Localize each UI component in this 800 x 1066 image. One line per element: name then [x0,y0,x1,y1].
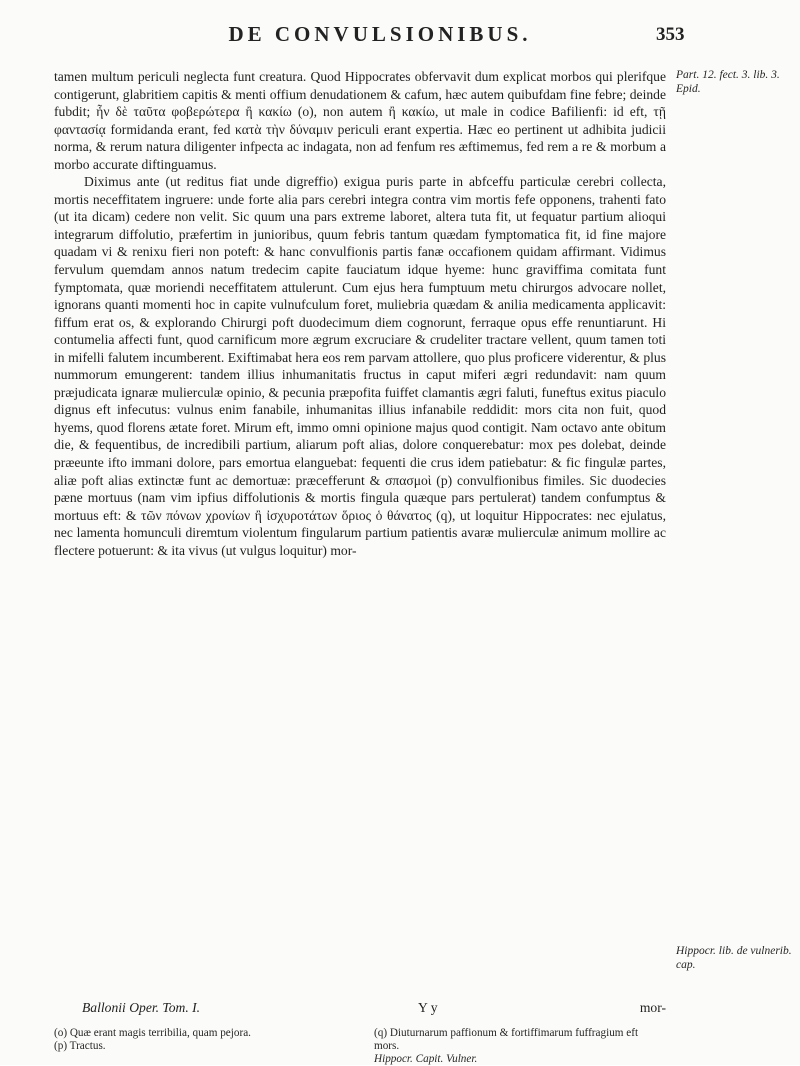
footnotes-left [54,1027,344,1053]
signature-left: Ballonii Oper. Tom. I. [82,1000,201,1015]
margin-note-reference-1: Part. 12. fect. 3. lib. 3. Epid. [676,69,780,95]
footnote-q: (q) Diuturnarum paffionum & fortiffimarum fuffragium eft mors. [374,1027,639,1052]
paragraph-1: tamen multum periculi neglecta funt creatura. Quod Hippocrates obfervavit dum explicat morbos qui plerifque contigerunt, glabritiem capitis & menti offium denudationem & cafum, hæc autem quibufdam fine febre; deinde fubdit; ἦν δὲ ταῦτα φοβερώτερα ἢ κακίω (o), non autem ἢ κακίω, ut male in codice Bafilienfi: id eft, τῇ φαντασίᾳ formidanda erant, fed κατὰ τὴν δύναμιν periculi erant expertia. Hæc eo pertinent ut adhibita judicii norma, & rerum natura diligenter infpecta ac indagata, non ad fenfum res æftimemus, fed rem a re & morbum a morbo accurate diftinguamus. [54,69,666,172]
footnotes [54,1027,666,1063]
catchword: mor- [639,1000,666,1015]
footnote-p: (p) Tractus. [54,1040,106,1052]
page-header [0,18,800,58]
footnote-o: (o) Quæ erant magis terribilia, quam pejora. [54,1027,251,1039]
footnote-q-source: Hippocr. Capit. Vulner. [374,1053,478,1065]
margin-note-reference-2: Hippocr. lib. de vulnerib. cap. [676,945,792,971]
footnotes-right [374,1027,664,1066]
running-title: DE CONVULSIONIBUS. [228,22,532,46]
signature-mark: Y y [418,1000,438,1015]
body-text [54,68,666,559]
page-number: 353 [656,24,685,45]
paragraph-2: Diximus ante (ut reditus fiat unde digreffio) exigua puris parte in abfceffu particulæ cerebri collecta, mortis neceffitatem ingruere: unde forte alia pars cerebri integra contra vim mortis fefe opponens, trahenti fato (ut ita dicam) cedere non velit. Sic quum una pars extreme laboret, altera tuta fit, ut fequatur partium alioqui integrarum diffolutio, præfertim in junioribus, quum febris tantum quædam fymptomatica fit, id fine majore quadam vi & renixu fieri non poteft: & hanc convulfionis partis fanæ occafionem quidam affirmant. Vidimus fervulum quemdam annos natum tredecim capite fauciatum idque hyeme: hunc graviffima comitata funt fymptomata, quæ moriendi neceffitatem attulerunt. Cum ejus hera fumptuum metu chirurgos advocare nollet, ignorans quanti momenti hoc in capite vulnufculum foret, muliebria quædam & anilia medicamenta applicavit: fiffum erat os, & explorando Chirurgi poft duodecimum diem cognorunt, ferraque opus effe renuntiarunt. Hi contumelia affecti funt, quod carnificum more ægrum excruciare & crudeliter tractare vellent, quum tamen toti in mifelli falutem incumberent. Exiftimabat hera eos rem parvam attollere, quo plus proficere viderentur, & plus nummorum emungerent: tandem illius inhumanitatis fructus in caput miferi ægri redundavit: nam quum præjudicata ignaræ mulierculæ opinio, & pecunia præpofita fuiffet clamantis ægri faluti, funeftus exitus piaculo dignus eft infecutus: vulnus enim fanabile, inhumanitas illius infanabile reddidit: mors cita non fuit, quod hyems, quod florens ætate foret. Mirum eft, immo omni opinione majus quod contigit. Nam octavo ante obitum die, & fequentibus, de incredibili partium, aliarum poft alias, dolore conquerebatur: mox pes dolebat, deinde præeunte ifto immani dolore, pars emortua elanguebat: fequenti die crus idem patiebatur: & fic fingulæ partes, aliæ poft alias extinctæ funt ac demortuæ: præcefferunt & σπασμοὶ (p) convulfionibus fimiles. Sic duodecies pæne mortuus (nam vim ipfius diffolutionis & mortis fingula quæque pars pertulerat) tandem confumptus & mortuus eft: & τῶν πόνων χρονίων ἢ ἰσχυροτάτων ὅριος ὁ θάνατος (q), ut loquitur Hippocrates: nec ejulatus, nec lamenta homunculi diremtum violentum fingularum partium patientis avaræ mulierculæ animum mollire ac flectere potuerunt: & ita vivus (ut vulgus loquitur) mor- [54,174,666,558]
signature-line [54,1000,666,1020]
